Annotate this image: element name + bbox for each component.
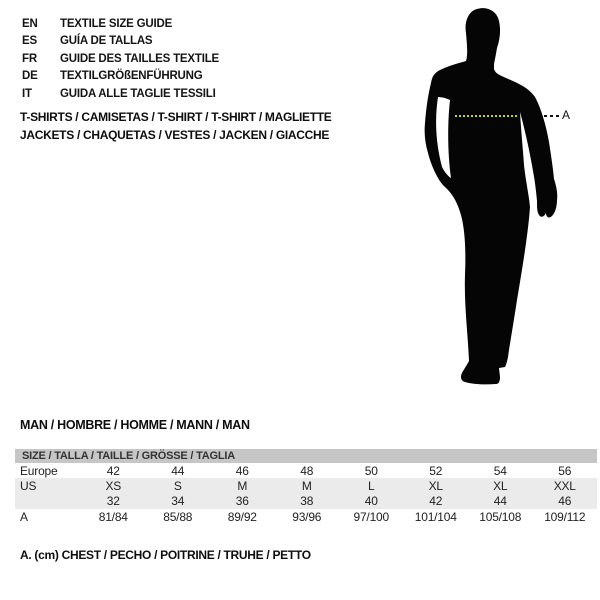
language-label: TEXTILGRÖßENFÜHRUNG [60, 70, 203, 83]
size-cell: 38 [300, 494, 314, 509]
callout-dash-line [544, 115, 560, 117]
size-cell: M [237, 478, 248, 493]
size-cell: 105/108 [479, 509, 522, 524]
table-row-chest-cm [15, 509, 597, 524]
row-label: US [20, 478, 37, 493]
size-table [15, 449, 597, 524]
row-label: A [20, 509, 28, 524]
size-cell: S [173, 478, 182, 493]
language-label: TEXTILE SIZE GUIDE [60, 17, 173, 30]
size-cell: 40 [364, 494, 378, 509]
size-cell: 44 [171, 463, 185, 478]
list-item [22, 15, 219, 33]
language-list [22, 15, 219, 103]
chest-measure-line [455, 115, 518, 117]
category-lines [20, 109, 332, 144]
size-cell: 44 [493, 494, 507, 509]
size-cell: 42 [429, 494, 443, 509]
section-title-man: MAN / HOMBRE / HOMME / MANN / MAN [20, 418, 250, 432]
table-row-numeric [15, 494, 597, 509]
size-cell: 50 [364, 463, 378, 478]
size-cell: 34 [171, 494, 185, 509]
man-silhouette [368, 5, 571, 395]
table-header: SIZE / TALLA / TAILLE / GRÖSSE / TAGLIA [15, 449, 597, 463]
size-cell: XL [428, 478, 443, 493]
table-row-europe [15, 463, 597, 478]
size-cell: L [368, 478, 375, 493]
table-row-us [15, 478, 597, 493]
size-cell: 48 [300, 463, 314, 478]
list-item [22, 85, 219, 103]
list-item [22, 68, 219, 86]
language-label: GUIDA ALLE TAGLIE TESSILI [60, 87, 216, 100]
size-cell: XL [493, 478, 508, 493]
language-code: DE [22, 70, 38, 83]
size-cell: 36 [235, 494, 249, 509]
size-cell: 93/96 [292, 509, 322, 524]
list-item [22, 33, 219, 51]
size-cell: 85/88 [163, 509, 193, 524]
size-cell: XS [105, 478, 122, 493]
language-code: EN [22, 17, 38, 30]
size-cell: 46 [558, 494, 572, 509]
language-code: FR [22, 52, 37, 65]
size-cell: XXL [553, 478, 576, 493]
size-cell: 81/84 [98, 509, 128, 524]
list-item [22, 50, 219, 68]
size-cell: 97/100 [353, 509, 389, 524]
size-cell: 54 [493, 463, 507, 478]
measure-label-a: A [562, 108, 571, 122]
size-cell: 101/104 [414, 509, 457, 524]
size-cell: M [301, 478, 312, 493]
size-cell: 32 [106, 494, 120, 509]
row-label: Europe [20, 463, 58, 478]
language-label: GUIDE DES TAILLES TEXTILE [60, 52, 219, 65]
size-cell: 109/112 [544, 509, 586, 524]
category-line-jackets: JACKETS / CHAQUETAS / VESTES / JACKEN / GIACCHE [20, 127, 330, 142]
language-code: ES [22, 35, 37, 48]
size-cell: 42 [106, 463, 120, 478]
category-line-tshirts: T-SHIRTS / CAMISETAS / T-SHIRT / T-SHIRT / MAGLIETTE [20, 110, 332, 124]
size-cell: 46 [235, 463, 249, 478]
footer-measure-note: A. (cm) CHEST / PECHO / POITRINE / TRUHE / PETTO [20, 548, 311, 562]
language-label: GUÍA DE TALLAS [60, 35, 153, 48]
size-cell: 56 [558, 463, 572, 478]
size-cell: 89/92 [227, 509, 257, 524]
size-cell: 52 [429, 463, 443, 478]
language-code: IT [22, 87, 32, 100]
